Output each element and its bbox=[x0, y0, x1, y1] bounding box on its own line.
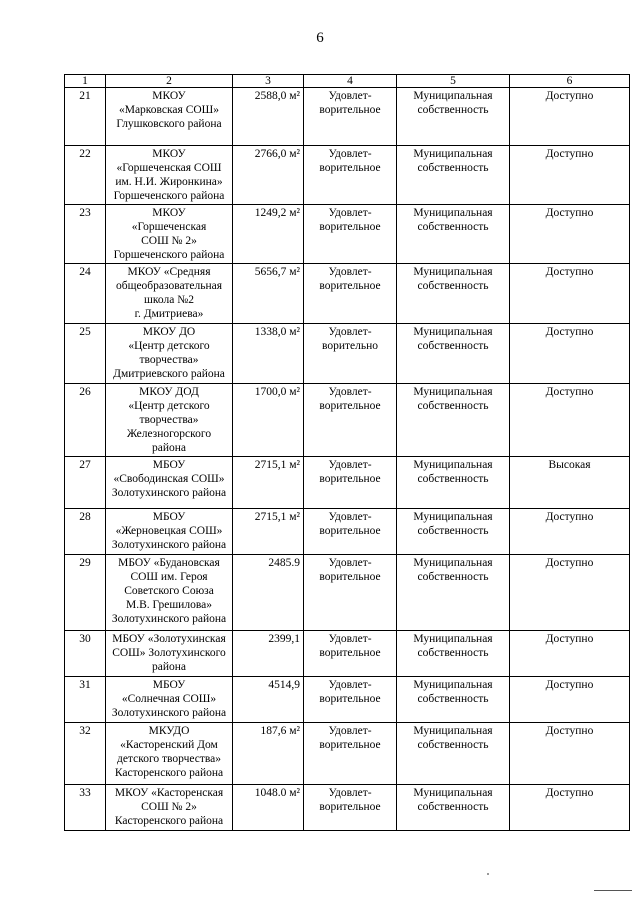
condition-status: Удовлет- ворительное bbox=[304, 88, 397, 146]
condition-status: Удовлет- ворительное bbox=[304, 457, 397, 509]
area-value: 5656,7 м² bbox=[233, 264, 304, 324]
header-col-4: 4 bbox=[304, 75, 397, 88]
row-number: 21 bbox=[65, 88, 106, 146]
institution-name: МКУДО «Касторенский Дом детского творчества» Касторенского района bbox=[106, 723, 233, 785]
accessibility-status: Доступно bbox=[510, 555, 630, 631]
condition-status: Удовлет- ворительное bbox=[304, 677, 397, 723]
row-number: 27 bbox=[65, 457, 106, 509]
institution-name: МБОУ «Будановская СОШ им. Героя Советского Союза М.В. Грешилова» Золотухинского района bbox=[106, 555, 233, 631]
accessibility-status: Доступно bbox=[510, 384, 630, 457]
area-value: 4514,9 bbox=[233, 677, 304, 723]
condition-status: Удовлет- ворительное bbox=[304, 264, 397, 324]
accessibility-status: Доступно bbox=[510, 324, 630, 384]
area-value: 2715,1 м² bbox=[233, 509, 304, 555]
area-value: 1700,0 м² bbox=[233, 384, 304, 457]
ownership-type: Муниципальная собственность bbox=[397, 384, 510, 457]
area-value: 2485.9 bbox=[233, 555, 304, 631]
institution-name: МКОУ «Средняя общеобразовательная школа №2 г. Дмитриева» bbox=[106, 264, 233, 324]
ownership-type: Муниципальная собственность bbox=[397, 146, 510, 205]
area-value: 2399,1 bbox=[233, 631, 304, 677]
table-row bbox=[65, 631, 630, 677]
ownership-type: Муниципальная собственность bbox=[397, 677, 510, 723]
table-row bbox=[65, 723, 630, 785]
condition-status: Удовлет- ворительное bbox=[304, 555, 397, 631]
row-number: 32 bbox=[65, 723, 106, 785]
ownership-type: Муниципальная собственность bbox=[397, 631, 510, 677]
condition-status: Удовлет- ворительное bbox=[304, 509, 397, 555]
table-row bbox=[65, 264, 630, 324]
accessibility-status: Доступно bbox=[510, 264, 630, 324]
ownership-type: Муниципальная собственность bbox=[397, 785, 510, 831]
institution-name: МКОУ ДО «Центр детского творчества» Дмитриевского района bbox=[106, 324, 233, 384]
row-number: 24 bbox=[65, 264, 106, 324]
ownership-type: Муниципальная собственность bbox=[397, 509, 510, 555]
ownership-type: Муниципальная собственность bbox=[397, 555, 510, 631]
table-row bbox=[65, 88, 630, 146]
table-row bbox=[65, 457, 630, 509]
institution-name: МБОУ «Жерновецкая СОШ» Золотухинского района bbox=[106, 509, 233, 555]
row-number: 28 bbox=[65, 509, 106, 555]
row-number: 25 bbox=[65, 324, 106, 384]
ownership-type: Муниципальная собственность bbox=[397, 324, 510, 384]
area-value: 1338,0 м² bbox=[233, 324, 304, 384]
row-number: 31 bbox=[65, 677, 106, 723]
table-row bbox=[65, 384, 630, 457]
accessibility-status: Доступно bbox=[510, 785, 630, 831]
row-number: 22 bbox=[65, 146, 106, 205]
ownership-type: Муниципальная собственность bbox=[397, 457, 510, 509]
institution-name: МКОУ «Горшеченская СОШ № 2» Горшеченского района bbox=[106, 205, 233, 264]
table-body bbox=[65, 88, 630, 831]
ownership-type: Муниципальная собственность bbox=[397, 88, 510, 146]
area-value: 2766,0 м² bbox=[233, 146, 304, 205]
area-value: 1048.0 м² bbox=[233, 785, 304, 831]
table-row bbox=[65, 677, 630, 723]
accessibility-status: Высокая bbox=[510, 457, 630, 509]
table-row bbox=[65, 146, 630, 205]
area-value: 187,6 м² bbox=[233, 723, 304, 785]
table-row bbox=[65, 555, 630, 631]
accessibility-status: Доступно bbox=[510, 205, 630, 264]
row-number: 26 bbox=[65, 384, 106, 457]
table-row bbox=[65, 509, 630, 555]
condition-status: Удовлет- ворительное bbox=[304, 785, 397, 831]
ownership-type: Муниципальная собственность bbox=[397, 723, 510, 785]
table-row bbox=[65, 205, 630, 264]
row-number: 23 bbox=[65, 205, 106, 264]
ownership-type: Муниципальная собственность bbox=[397, 205, 510, 264]
table-header-row bbox=[65, 75, 630, 88]
accessibility-status: Доступно bbox=[510, 509, 630, 555]
ownership-type: Муниципальная собственность bbox=[397, 264, 510, 324]
condition-status: Удовлет- ворительное bbox=[304, 723, 397, 785]
area-value: 2588,0 м² bbox=[233, 88, 304, 146]
institution-name: МКОУ «Касторенская СОШ № 2» Касторенского района bbox=[106, 785, 233, 831]
row-number: 33 bbox=[65, 785, 106, 831]
accessibility-status: Доступно bbox=[510, 677, 630, 723]
header-col-1: 1 bbox=[65, 75, 106, 88]
row-number: 29 bbox=[65, 555, 106, 631]
header-col-5: 5 bbox=[397, 75, 510, 88]
condition-status: Удовлет- ворительное bbox=[304, 205, 397, 264]
institution-name: МКОУ ДОД «Центр детского творчества» Железногорского района bbox=[106, 384, 233, 457]
institution-name: МКОУ «Марковская СОШ» Глушковского района bbox=[106, 88, 233, 146]
header-col-3: 3 bbox=[233, 75, 304, 88]
condition-status: Удовлет- ворительное bbox=[304, 631, 397, 677]
row-number: 30 bbox=[65, 631, 106, 677]
area-value: 2715,1 м² bbox=[233, 457, 304, 509]
table-row bbox=[65, 785, 630, 831]
institution-name: МКОУ «Горшеченская СОШ им. Н.И. Жиронкина» Горшеченского района bbox=[106, 146, 233, 205]
condition-status: Удовлет- ворительное bbox=[304, 384, 397, 457]
institution-name: МБОУ «Свободинская СОШ» Золотухинского района bbox=[106, 457, 233, 509]
header-col-2: 2 bbox=[106, 75, 233, 88]
institution-name: МБОУ «Солнечная СОШ» Золотухинского района bbox=[106, 677, 233, 723]
condition-status: Удовлет- ворительно bbox=[304, 324, 397, 384]
scan-artifact bbox=[487, 873, 489, 875]
accessibility-status: Доступно bbox=[510, 146, 630, 205]
header-col-6: 6 bbox=[510, 75, 630, 88]
table-row bbox=[65, 324, 630, 384]
area-value: 1249,2 м² bbox=[233, 205, 304, 264]
facilities-table bbox=[64, 74, 630, 831]
page-number: 6 bbox=[316, 30, 324, 46]
accessibility-status: Доступно bbox=[510, 723, 630, 785]
accessibility-status: Доступно bbox=[510, 631, 630, 677]
accessibility-status: Доступно bbox=[510, 88, 630, 146]
institution-name: МБОУ «Золотухинская СОШ» Золотухинского района bbox=[106, 631, 233, 677]
condition-status: Удовлет- ворительное bbox=[304, 146, 397, 205]
scan-artifact-line bbox=[594, 890, 632, 891]
